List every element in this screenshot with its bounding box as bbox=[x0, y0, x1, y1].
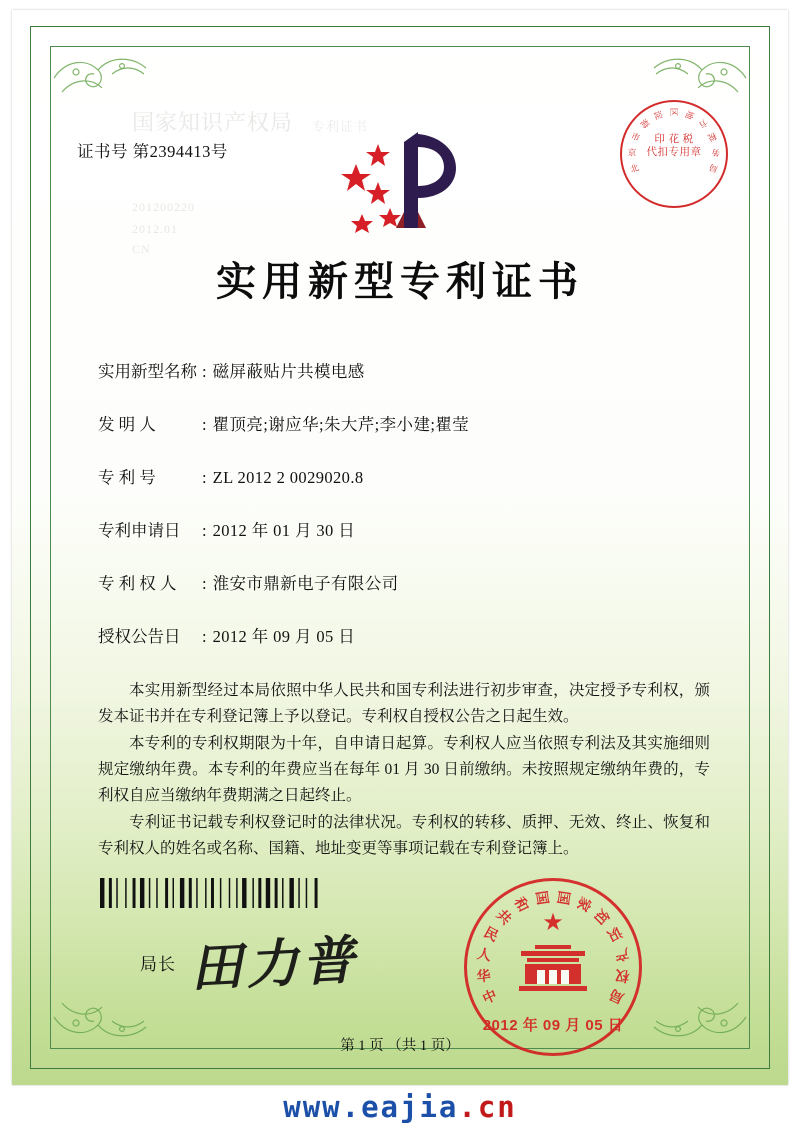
field-value: 磁屏蔽贴片共模电感 bbox=[212, 362, 365, 381]
ghost-text: 专利证书 bbox=[312, 119, 369, 134]
tiananmen-icon bbox=[515, 937, 591, 995]
certificate-number: 证书号 第2394413号 bbox=[77, 142, 228, 161]
field-separator: : bbox=[202, 521, 207, 540]
seal-date: 2012 年 09 月 05 日 bbox=[482, 1017, 624, 1034]
field-grant-announcement-date bbox=[98, 623, 718, 647]
field-utility-model-name bbox=[98, 358, 718, 382]
page-number: 第 1 页 （共 1 页） bbox=[340, 1038, 460, 1054]
star-icon: ★ bbox=[542, 910, 564, 936]
field-label: 专利申请日 bbox=[98, 521, 181, 540]
watermark-suffix: .cn bbox=[458, 1090, 517, 1124]
document-title: 实用新型专利证书 bbox=[216, 258, 584, 305]
field-patentee bbox=[98, 570, 718, 594]
tax-stamp-ring-text: 北 京 市 海 淀 区 地 方 税 务 局 bbox=[627, 107, 721, 175]
field-value: ZL 2012 2 0029020.8 bbox=[212, 468, 364, 487]
tax-stamp-center-text bbox=[622, 133, 726, 159]
field-value: 2012 年 09 月 05 日 bbox=[212, 627, 356, 646]
ghost-text: 201200220 bbox=[132, 200, 195, 214]
field-label: 专 利 权 人 bbox=[98, 574, 177, 593]
patent-certificate bbox=[12, 10, 788, 1085]
field-value: 2012 年 01 月 30 日 bbox=[212, 521, 356, 540]
ghost-text: CN bbox=[132, 242, 151, 256]
field-separator: : bbox=[202, 574, 207, 593]
signature-label: 局长 bbox=[140, 955, 176, 974]
field-separator: : bbox=[202, 415, 207, 434]
field-patent-number bbox=[98, 464, 718, 488]
official-seal bbox=[464, 878, 642, 1056]
tax-stamp bbox=[620, 100, 728, 208]
field-application-date bbox=[98, 517, 718, 541]
field-value: 淮安市鼎新电子有限公司 bbox=[212, 574, 399, 593]
field-list bbox=[98, 358, 718, 676]
ghost-text: 国家知识产权局 bbox=[132, 110, 294, 135]
body-paragraph: 本专利的专利权期限为十年，自申请日起算。专利权人应当依照专利法及其实施细则规定缴纳年费。本专利的年费应当在每年 01 月 30 日前缴纳。未按照规定缴纳年费的，专利权自应当缴纳年费期满之日起终止。 bbox=[98, 735, 710, 804]
field-separator: : bbox=[202, 627, 207, 646]
tax-stamp-line2: 代扣专用章 bbox=[646, 147, 702, 158]
field-label: 授权公告日 bbox=[98, 627, 181, 646]
field-label: 实用新型名称 bbox=[98, 362, 197, 381]
field-label: 发 明 人 bbox=[98, 415, 156, 434]
tax-stamp-line1: 印 花 税 bbox=[654, 134, 694, 145]
barcode bbox=[100, 878, 322, 908]
ghost-text: 2012.01 bbox=[132, 222, 178, 236]
body-paragraph: 专利证书记载专利权登记时的法律状况。专利权的转移、质押、无效、终止、恢复和专利权人的姓名或名称、国籍、地址变更等事项记载在专利登记簿上。 bbox=[98, 814, 710, 857]
patent-office-emblem-icon bbox=[334, 128, 464, 234]
field-label: 专 利 号 bbox=[98, 468, 156, 487]
watermark-main: www.eajia bbox=[283, 1090, 459, 1124]
field-inventors bbox=[98, 411, 718, 435]
corner-ornament-icon bbox=[52, 48, 148, 110]
field-separator: : bbox=[202, 362, 207, 381]
official-seal-ring-text: 中 华 人 民 共 和 国 国 家 知 识 产 权 局 bbox=[475, 889, 631, 1007]
body-text bbox=[98, 678, 710, 863]
field-separator: : bbox=[202, 468, 207, 487]
watermark-url bbox=[0, 1090, 800, 1124]
signature-script: 田力普 bbox=[188, 929, 360, 1000]
field-value: 瞿顶亮;谢应华;朱大芹;李小建;瞿莹 bbox=[212, 415, 470, 434]
body-paragraph: 本实用新型经过本局依照中华人民共和国专利法进行初步审查，决定授予专利权，颁发本证书并在专利登记簿上予以登记。专利权自授权公告之日起生效。 bbox=[98, 682, 710, 725]
